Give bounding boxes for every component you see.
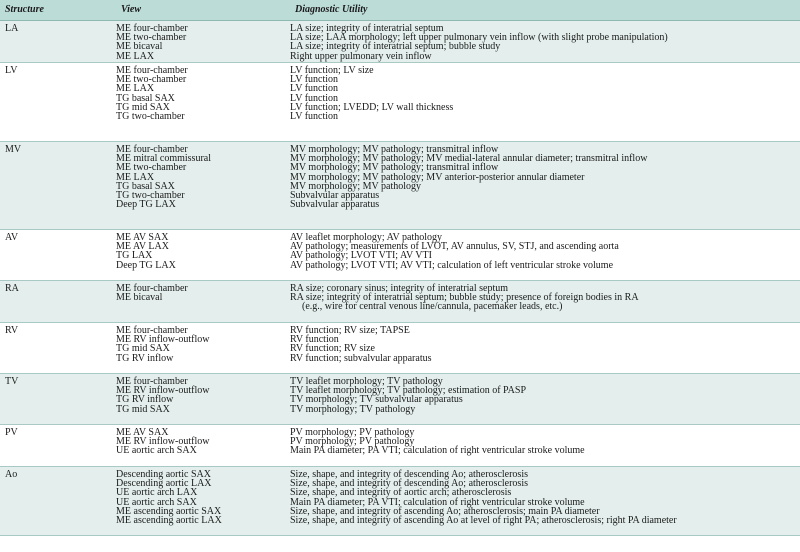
diagnostic-utility: Subvalvular apparatus xyxy=(290,199,380,211)
view-name: Deep TG LAX xyxy=(116,199,176,211)
diagnostic-utility: LV function xyxy=(290,111,339,123)
view-name: ME AV SAX xyxy=(116,232,169,243)
view-name: UE aortic arch LAX xyxy=(116,487,198,499)
utility-cell xyxy=(290,230,800,281)
structure-cell: MV xyxy=(0,142,116,230)
view-name: ME two-chamber xyxy=(116,74,187,86)
diagnostic-utility: LA size; integrity of interatrial septum; bubble study xyxy=(290,41,501,53)
diagnostic-utility: TV morphology; TV pathology xyxy=(290,403,416,415)
view-name: ME four-chamber xyxy=(116,325,188,336)
view-cell xyxy=(116,467,290,536)
structure-cell: AV xyxy=(0,230,116,281)
view-name: ME four-chamber xyxy=(116,23,188,34)
structure-cell: LA xyxy=(0,21,116,63)
structure-cell: RV xyxy=(0,323,116,374)
diagnostic-utility: Size, shape, and integrity of descending Ao; atherosclerosis xyxy=(290,478,528,490)
diagnostic-utility: MV morphology; MV pathology xyxy=(290,180,422,192)
diagnostic-utility: Size, shape, and integrity of ascending Ao at level of right PA; atherosclerosis; right PA diameter xyxy=(290,515,677,527)
diagnostic-utility: Subvalvular apparatus xyxy=(290,190,380,202)
view-name: TG two-chamber xyxy=(116,111,185,123)
utility-cell xyxy=(290,374,800,425)
diagnostic-utility: Size, shape, and integrity of ascending Ao; atherosclerosis; main PA diameter xyxy=(290,505,600,517)
diagnostic-utility: MV morphology; MV pathology; transmitral inflow xyxy=(290,144,499,155)
header-utility: Diagnostic Utility xyxy=(290,0,800,21)
diagnostic-utility: LV function; LVEDD; LV wall thickness xyxy=(290,101,454,113)
view-name: ME four-chamber xyxy=(116,65,188,76)
view-name: ME ascending aortic SAX xyxy=(116,505,222,517)
diagnostic-utility: RA size; coronary sinus; integrity of interatrial septum xyxy=(290,283,509,294)
diagnostic-utility: RV function; RV size xyxy=(290,343,375,355)
utility-cell xyxy=(290,467,800,536)
view-name: ME bicaval xyxy=(116,41,163,53)
diagnostic-utility: Right upper pulmonary vein inflow xyxy=(290,50,432,62)
view-name: ME RV inflow-outflow xyxy=(116,385,210,397)
diagnostic-utility: TV leaflet morphology; TV pathology xyxy=(290,376,443,387)
view-name: ME LAX xyxy=(116,171,155,183)
view-name: UE aortic arch SAX xyxy=(116,445,197,457)
view-name: TG LAX xyxy=(116,250,153,262)
diagnostic-utility: RV function; subvalvular apparatus xyxy=(290,352,432,364)
structure-group xyxy=(0,142,800,230)
view-name: TG mid SAX xyxy=(116,403,170,415)
structure-group xyxy=(0,323,800,374)
diagnostic-utility: LA size; LAA morphology; left upper pulmonary vein inflow (with slight probe manipulation) xyxy=(290,32,668,44)
diagnostic-utility: AV pathology; measurements of LVOT, AV annulus, SV, STJ, and ascending aorta xyxy=(290,241,619,253)
diagnostic-utility: MV morphology; MV pathology; MV anterior-posterior annular diameter xyxy=(290,171,585,183)
diagnostic-utility: RA size; integrity of interatrial septum; bubble study; presence of foreign bodies in RA xyxy=(290,292,639,304)
diagnostic-utility: PV morphology; PV pathology xyxy=(290,427,415,438)
view-cell xyxy=(116,63,290,142)
diagnostic-utility: Main PA diameter; PA VTI; calculation of right ventricular stroke volume xyxy=(290,496,585,508)
view-name: TG mid SAX xyxy=(116,343,170,355)
view-name: ME two-chamber xyxy=(116,32,187,44)
view-cell xyxy=(116,230,290,281)
view-name: ME bicaval xyxy=(116,292,163,304)
view-name: ME AV SAX xyxy=(116,427,169,438)
structure-group xyxy=(0,21,800,63)
view-name: Descending aortic LAX xyxy=(116,478,212,490)
utility-cell xyxy=(290,21,800,63)
view-name: ME RV inflow-outflow xyxy=(116,334,210,346)
diagnostic-utility: Main PA diameter; PA VTI; calculation of right ventricular stroke volume xyxy=(290,445,585,457)
header-view: View xyxy=(116,0,290,21)
utility-cell xyxy=(290,425,800,467)
diagnostic-utility: TV leaflet morphology; TV pathology; estimation of PASP xyxy=(290,385,527,397)
view-name: TG two-chamber xyxy=(116,190,185,202)
view-name: UE aortic arch SAX xyxy=(116,496,197,508)
utility-cell xyxy=(290,142,800,230)
diagnostic-utility: AV pathology; LVOT VTI; AV VTI; calculation of left ventricular stroke volume xyxy=(290,259,614,271)
diagnostic-utility: AV leaflet morphology; AV pathology xyxy=(290,232,443,243)
view-name: ME mitral commissural xyxy=(116,153,211,165)
view-cell xyxy=(116,425,290,467)
structure-group xyxy=(0,230,800,281)
diagnostic-utility: PV morphology; PV pathology xyxy=(290,436,415,448)
diagnostic-utility: TV morphology; TV subvalvular apparatus xyxy=(290,394,463,406)
header-structure: Structure xyxy=(0,0,116,21)
diagnostic-utility: MV morphology; MV pathology; transmitral inflow xyxy=(290,162,499,174)
diagnostic-utility: AV pathology; LVOT VTI; AV VTI xyxy=(290,250,432,262)
structure-cell: Ao xyxy=(0,467,116,536)
view-name: TG RV inflow xyxy=(116,394,174,406)
diagnostic-utility: LV function xyxy=(290,92,339,104)
diagnostic-utility: MV morphology; MV pathology; MV medial-lateral annular diameter; transmitral inflow xyxy=(290,153,648,165)
diagnostic-utility: RV function xyxy=(290,334,339,346)
structure-cell: TV xyxy=(0,374,116,425)
view-name: ME four-chamber xyxy=(116,376,188,387)
view-name: ME LAX xyxy=(116,50,155,62)
structure-cell: RA xyxy=(0,281,116,323)
diagnostic-utility: Size, shape, and integrity of aortic arch; atherosclerosis xyxy=(290,487,512,499)
diagnostic-utility: Size, shape, and integrity of descending Ao; atherosclerosis xyxy=(290,469,528,480)
view-name: ME ascending aortic LAX xyxy=(116,515,222,527)
view-cell xyxy=(116,21,290,63)
diagnostic-utility: RV function; RV size; TAPSE xyxy=(290,325,410,336)
view-name: TG mid SAX xyxy=(116,101,170,113)
header-row xyxy=(0,0,800,21)
utility-cell xyxy=(290,63,800,142)
structure-cell: LV xyxy=(0,63,116,142)
view-cell xyxy=(116,281,290,323)
view-cell xyxy=(116,142,290,230)
view-name: TG basal SAX xyxy=(116,92,175,104)
view-name: ME LAX xyxy=(116,83,155,95)
view-cell xyxy=(116,323,290,374)
view-name: TG RV inflow xyxy=(116,352,174,364)
diagnostic-utility: (e.g., wire for central venous line/cannula, pacemaker leads, etc.) xyxy=(302,301,563,313)
view-name: TG basal SAX xyxy=(116,180,175,192)
view-name: ME AV LAX xyxy=(116,241,169,253)
view-name: Deep TG LAX xyxy=(116,259,176,271)
view-name xyxy=(116,302,290,311)
diagnostic-utility: LV function xyxy=(290,83,339,95)
structure-group xyxy=(0,63,800,142)
view-cell xyxy=(116,374,290,425)
structure-group xyxy=(0,425,800,467)
view-name: ME four-chamber xyxy=(116,144,188,155)
utility-cell xyxy=(290,323,800,374)
structure-group xyxy=(0,467,800,536)
structure-group xyxy=(0,374,800,425)
diagnostic-utility: LV function xyxy=(290,74,339,86)
view-name: ME two-chamber xyxy=(116,162,187,174)
view-name: ME four-chamber xyxy=(116,283,188,294)
structure-cell: PV xyxy=(0,425,116,467)
diagnostic-utility: LV function; LV size xyxy=(290,65,374,76)
diagnostic-utility: LA size; integrity of interatrial septum xyxy=(290,23,444,34)
structure-group xyxy=(0,281,800,323)
view-name: Descending aortic SAX xyxy=(116,469,211,480)
view-name: ME RV inflow-outflow xyxy=(116,436,210,448)
utility-cell xyxy=(290,281,800,323)
